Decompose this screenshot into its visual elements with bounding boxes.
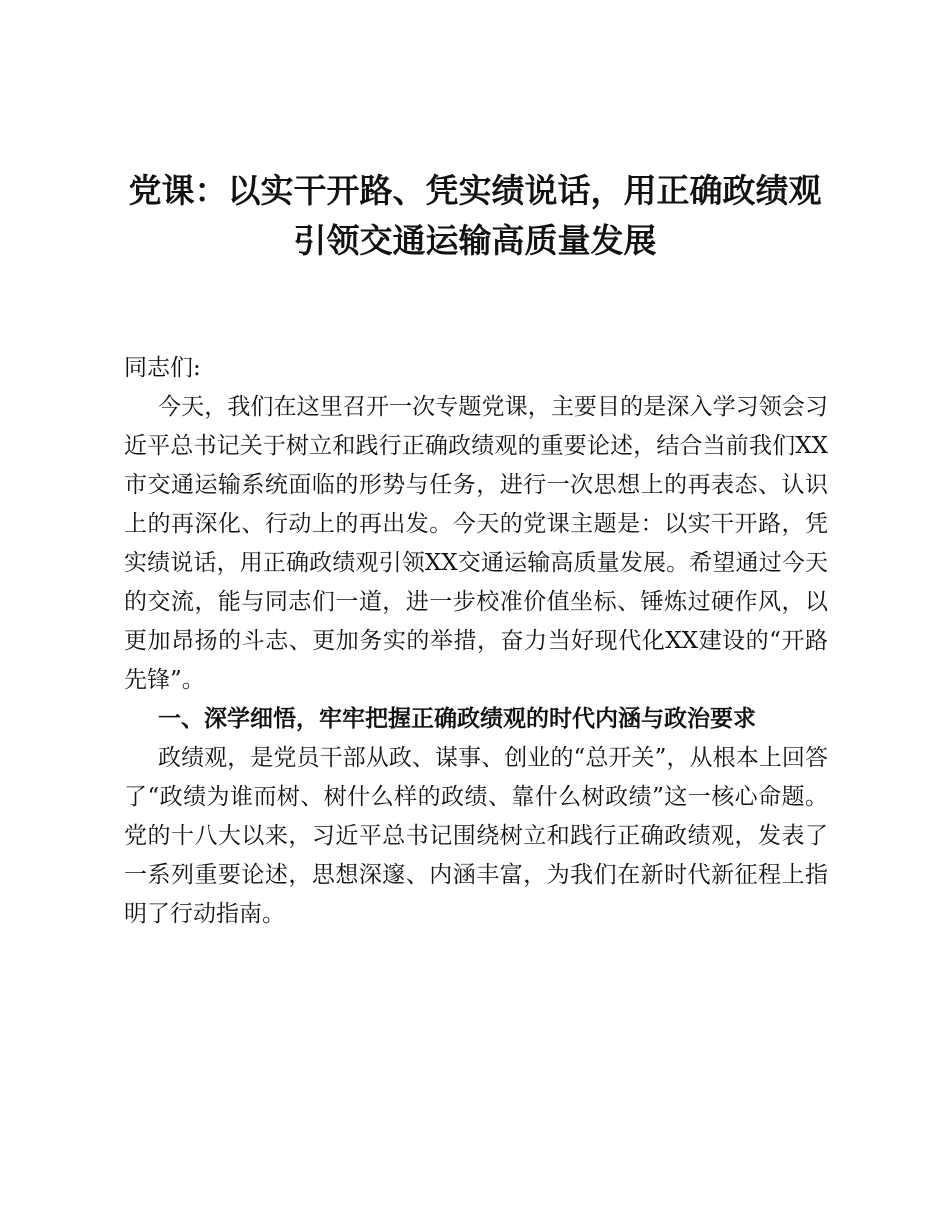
- salutation: 同志们:: [124, 355, 201, 381]
- section-paragraph: 政绩观，是党员干部从政、谋事、创业的“总开关”，从根本上回答了“政绩为谁而树、树什么样的政绩、靠什么树政绩”这一核心命题。党的十八大以来，习近平总书记围绕树立和践行正确政绩观，发表了一系列重要论述，思想深邃、内涵丰富，为我们在新时代新征程上指明了行动指南。: [124, 745, 828, 927]
- document-body: [124, 349, 828, 934]
- document-title: 党课：以实干开路、凭实绩说话，用正确政绩观引领交通运输高质量发展: [128, 171, 822, 260]
- section-heading: 一、深学细悟，牢牢把握正确政绩观的时代内涵与政治要求: [158, 706, 756, 732]
- intro-paragraph: 今天，我们在这里召开一次专题党课，主要目的是深入学习领会习近平总书记关于树立和践行正确政绩观的重要论述，结合当前我们XX市交通运输系统面临的形势与任务，进行一次思想上的再表态、认识上的再深化、行动上的再出发。今天的党课主题是：以实干开路，凭实绩说话，用正确政绩观引领XX交通运输高质量发展。希望通过今天的交流，能与同志们一道，进一步校准价值坐标、锤炼过硬作风，以更加昂扬的斗志、更加务实的举措，奋力当好现代化XX建设的“开路先锋”。: [124, 394, 828, 693]
